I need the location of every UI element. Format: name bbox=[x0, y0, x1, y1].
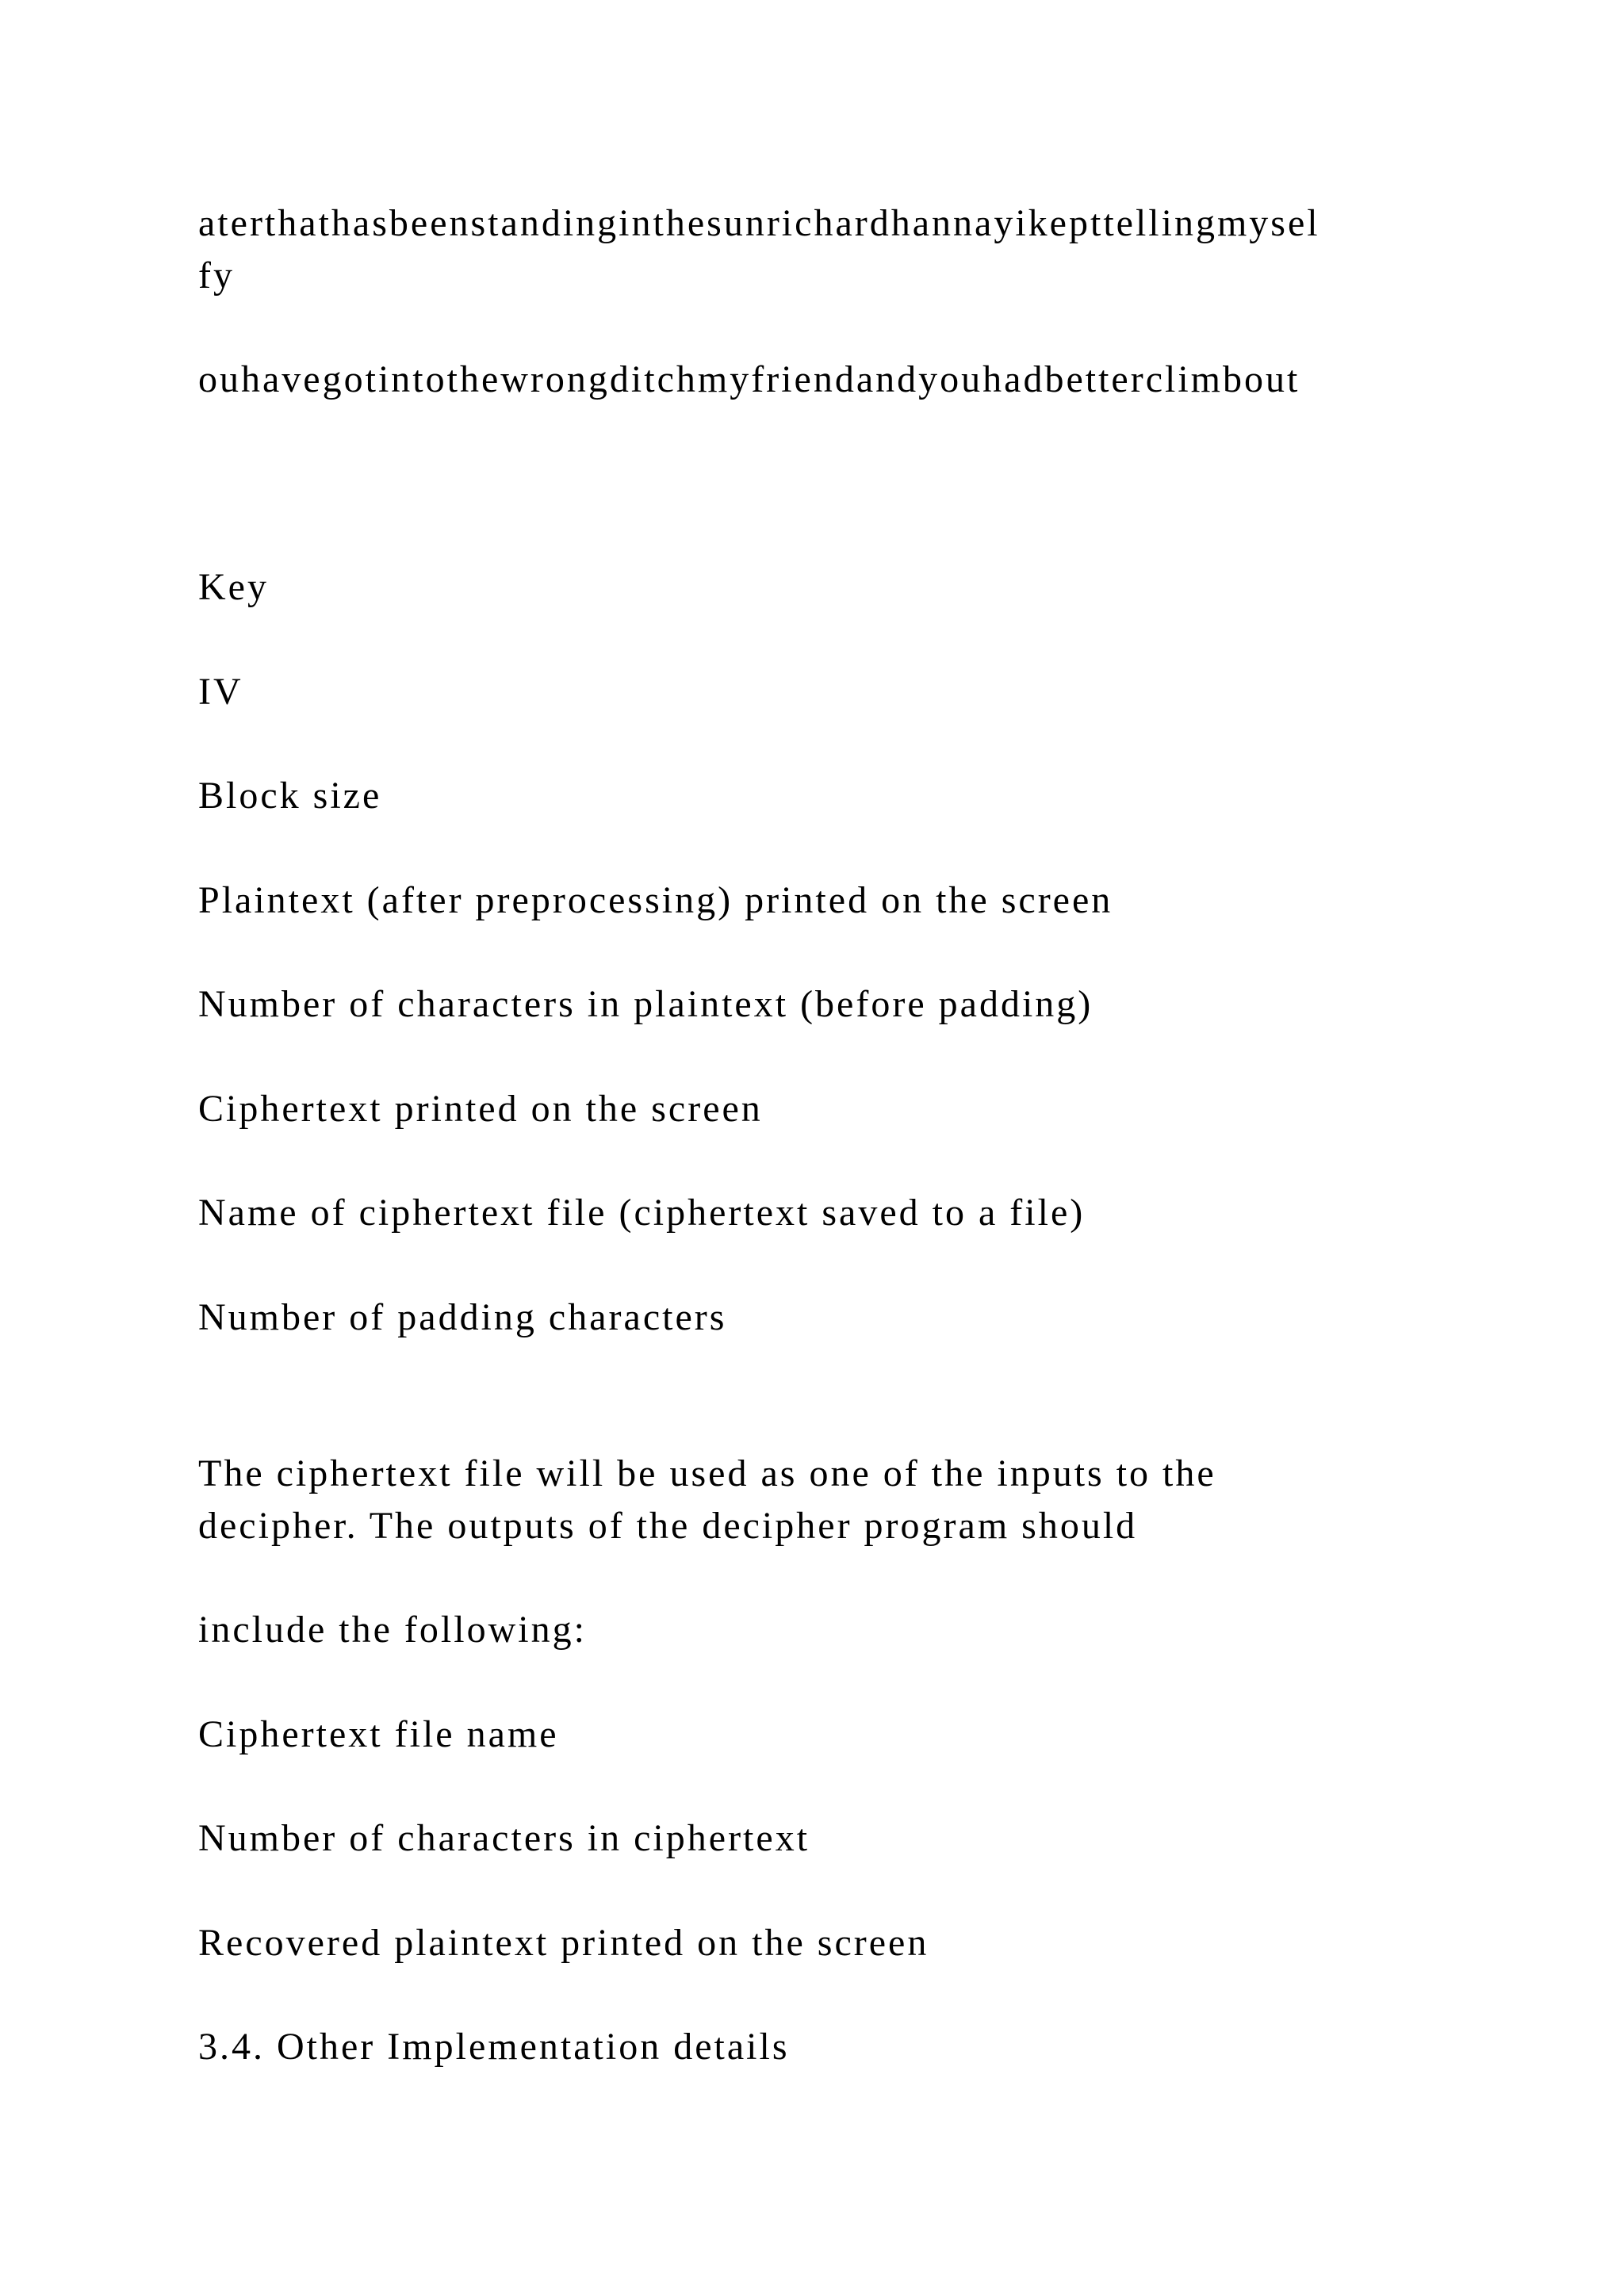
output-item-padding-count: Number of padding characters bbox=[198, 1296, 727, 1338]
output-item-plaintext: Plaintext (after preprocessing) printed on the screen bbox=[198, 879, 1113, 921]
decipher-item-file-name: Ciphertext file name bbox=[198, 1713, 559, 1755]
section-heading: 3.4. Other Implementation details bbox=[198, 2026, 790, 2068]
paragraph-line: decipher. The outputs of the decipher program should bbox=[198, 1505, 1138, 1547]
paragraph-line: include the following: bbox=[198, 1609, 587, 1651]
paragraph-line: The ciphertext file will be used as one of the inputs to the bbox=[198, 1452, 1216, 1494]
output-item-block-size: Block size bbox=[198, 775, 382, 817]
output-item-ciphertext: Ciphertext printed on the screen bbox=[198, 1088, 763, 1130]
cipher-text-line: aterthathasbeenstandinginthesunrichardhannayikepttellingmysel bbox=[198, 202, 1320, 244]
cipher-text-line: fy bbox=[198, 254, 235, 297]
decipher-item-char-count: Number of characters in ciphertext bbox=[198, 1817, 810, 1859]
output-item-iv: IV bbox=[198, 671, 243, 713]
output-item-key: Key bbox=[198, 566, 269, 608]
cipher-text-line: ouhavegotintothewrongditchmyfriendandyouhadbetterclimbout bbox=[198, 358, 1300, 400]
output-item-plaintext-count: Number of characters in plaintext (before padding) bbox=[198, 983, 1094, 1025]
decipher-item-recovered-plaintext: Recovered plaintext printed on the screen bbox=[198, 1922, 929, 1964]
output-item-ciphertext-file: Name of ciphertext file (ciphertext saved to a file) bbox=[198, 1192, 1086, 1234]
